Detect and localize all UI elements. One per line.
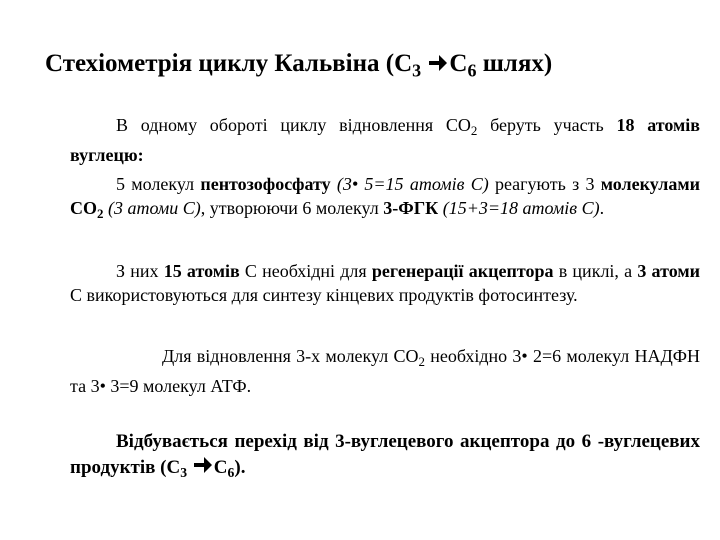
p2-text5: , утворюючи 6 молекул <box>200 198 384 218</box>
paragraph-1 <box>70 113 700 167</box>
p2-bold1: пентозофосфату <box>200 174 331 194</box>
paragraph-3 <box>70 259 700 307</box>
p3-text1: З них <box>116 261 164 281</box>
p1-text: В одному обороті циклу відновлення СО <box>116 115 471 135</box>
p2-italic1: (3• 5=15 атомів С) <box>336 174 489 194</box>
p5-sub-3: 3 <box>180 465 188 481</box>
p4-text2: необхідно 3• 2=6 молекул НАДФН та 3• 3=9 молекул АТФ. <box>70 346 700 396</box>
p5-text1: Відбувається перехід від 3-вуглецевого акцептора до 6 -вуглецевих продуктів (С <box>70 431 700 478</box>
p2-italic2: (3 атоми С) <box>107 198 201 218</box>
p1-sub: 2 <box>470 122 478 138</box>
paragraph-5 <box>70 430 700 485</box>
right-arrow-icon <box>193 454 213 476</box>
p5-text2: ). <box>234 457 246 478</box>
p3-text3: в циклі, а <box>553 261 638 281</box>
p3-text2: С необхідні для <box>239 261 372 281</box>
right-arrow-icon <box>428 52 448 74</box>
p2-bold2-text: молекулами СО <box>70 174 700 218</box>
p1-text2: беруть участь <box>477 115 617 135</box>
p2-text7: . <box>599 198 605 218</box>
p1-bold: 18 атомів вуглецю: <box>70 115 701 165</box>
p3-bold1: 15 атомів <box>163 261 240 281</box>
p2-bold2-sub: 2 <box>97 205 104 221</box>
p3-bold2: регенерації акцептора <box>371 261 554 281</box>
p2-text3: реагують з 3 <box>488 174 601 194</box>
p3-text4: С використовуються для синтезу кінцевих продуктів фотосинтезу. <box>70 285 578 305</box>
title-suffix: шлях) <box>476 50 553 77</box>
title-sub-3: 3 <box>412 60 422 81</box>
paragraph-2 <box>70 172 700 226</box>
p5-c: С <box>213 457 228 478</box>
p2-text1: 5 молекул <box>116 174 201 194</box>
title-sub-6: 6 <box>467 60 477 81</box>
p4-sub: 2 <box>418 353 425 369</box>
p3-bold3: 3 атоми <box>637 261 700 281</box>
slide-title <box>45 50 552 81</box>
title-c: С <box>449 50 468 77</box>
p5-sub-6: 6 <box>227 465 235 481</box>
p2-italic3: (15+3=18 атомів С) <box>442 198 600 218</box>
p4-text1: Для відновлення 3-х молекул СО <box>162 346 419 366</box>
title-prefix: Стехіометрія циклу Кальвіна (С <box>45 50 413 77</box>
p2-bold3: 3-ФГК <box>383 198 439 218</box>
paragraph-4 <box>70 344 700 398</box>
